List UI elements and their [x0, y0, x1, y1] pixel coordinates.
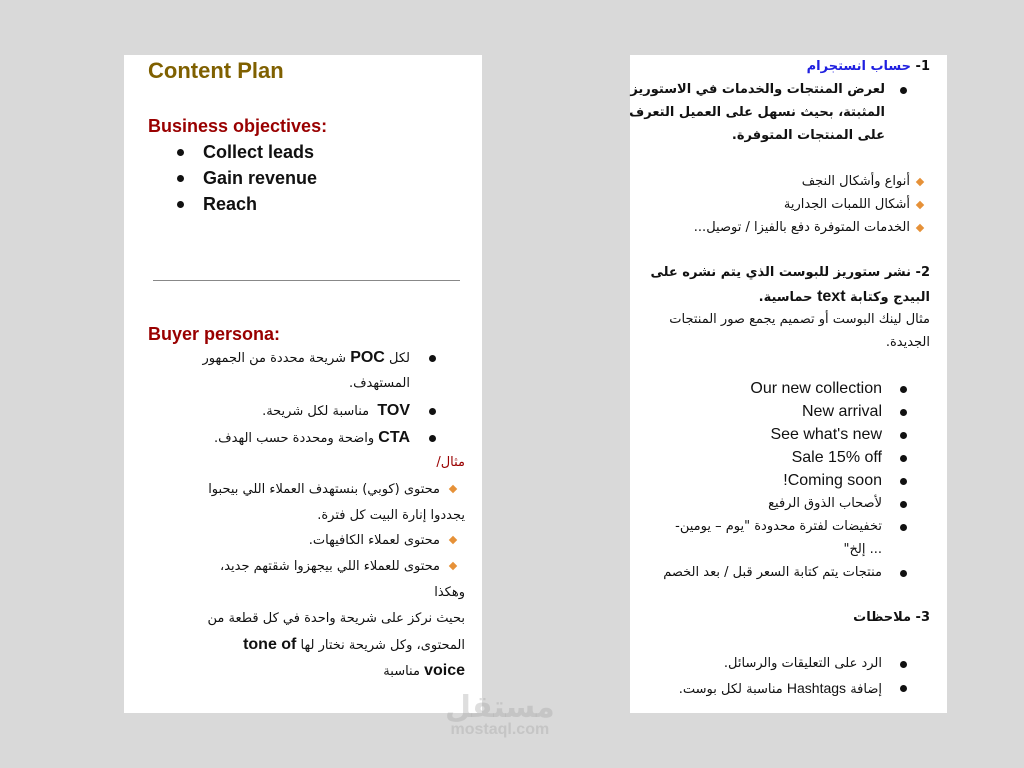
list-item-continuation: المثبتة، بحيث نسهل على العميل التعرف — [629, 105, 885, 120]
bullet-icon — [429, 355, 436, 362]
list-item: Our new collection — [750, 380, 882, 397]
page-title: Content Plan — [148, 58, 284, 83]
bullet-icon — [177, 149, 184, 156]
sub-item: أشكال اللمبات الجدارية — [783, 197, 910, 212]
closing-paragraph-line: voice مناسبة — [383, 662, 465, 679]
sub-item: أنواع وأشكال النجف — [801, 174, 910, 189]
mostaql-watermark — [445, 690, 555, 739]
diamond-bullet-icon — [449, 536, 457, 544]
divider — [153, 280, 460, 281]
diamond-bullet-icon — [449, 485, 457, 493]
example-label: مثال/ — [436, 455, 465, 470]
watermark-domain: mostaql.com — [450, 721, 550, 738]
list-item: Reach — [203, 194, 258, 214]
bullet-icon — [900, 478, 907, 485]
list-item: New arrival — [801, 403, 882, 420]
list-item-continuation: المستهدف. — [348, 376, 410, 391]
section-3-heading: 3- ملاحظات — [853, 610, 930, 625]
example-item: محتوى للعملاء اللي بيجهزوا شقتهم جديد، — [220, 559, 440, 574]
bullet-icon — [900, 432, 907, 439]
example-item: محتوى لعملاء الكافيهات. — [308, 533, 440, 548]
list-item: الرد على التعليقات والرسائل. — [723, 656, 882, 671]
bullet-icon — [900, 409, 907, 416]
list-item-continuation: على المنتجات المتوفرة. — [731, 128, 885, 143]
example-item-continuation: وهكذا — [434, 585, 465, 600]
section-2-heading-continuation: البيدج وكتابة text حماسية. — [758, 288, 930, 305]
list-item: See what's new — [770, 426, 882, 443]
section-2-note: مثال لينك البوست أو تصميم يجمع صور المنتجات — [669, 312, 930, 327]
bullet-icon — [900, 386, 907, 393]
diamond-bullet-icon — [449, 562, 457, 570]
right-document-page — [630, 55, 947, 713]
bullet-icon — [900, 685, 907, 692]
diamond-bullet-icon — [916, 178, 924, 186]
bullet-icon — [177, 201, 184, 208]
list-item-continuation: ... إلخ" — [843, 542, 882, 557]
bullet-icon — [429, 408, 436, 415]
left-document-page — [124, 55, 482, 713]
bullet-icon — [900, 661, 907, 668]
diamond-bullet-icon — [916, 201, 924, 209]
sub-item: الخدمات المتوفرة دفع بالفيزا / توصيل... — [693, 220, 910, 235]
section-2-heading: 2- نشر ستوريز للبوست الذي يتم نشره على — [650, 265, 930, 280]
buyer-persona-heading: Buyer persona: — [148, 324, 281, 344]
list-item: منتجات يتم كتابة السعر قبل / بعد الخصم — [663, 565, 882, 580]
diamond-bullet-icon — [916, 224, 924, 232]
list-item: لكل POC شريحة محددة من الجمهور — [202, 349, 410, 366]
list-item: Sale 15% off — [791, 449, 882, 466]
bullet-icon — [429, 435, 436, 442]
list-item: لأصحاب الذوق الرفيع — [768, 496, 882, 511]
list-item: Gain revenue — [203, 168, 318, 188]
bullet-icon — [900, 501, 907, 508]
list-item: تخفيضات لفترة محدودة "يوم – يومين- — [675, 519, 882, 534]
list-item: Collect leads — [203, 142, 315, 162]
example-item-continuation: يجددوا إنارة البيت كل فترة. — [317, 508, 465, 523]
bullet-icon — [900, 87, 907, 94]
closing-paragraph-line: بحيث نركز على شريحة واحدة في كل قطعة من — [207, 611, 465, 626]
bullet-icon — [900, 455, 907, 462]
list-item: !Coming soon — [783, 472, 882, 489]
list-item: CTA واضحة ومحددة حسب الهدف. — [214, 429, 410, 446]
bullet-icon — [900, 524, 907, 531]
list-item: TOV مناسبة لكل شريحة. — [262, 402, 410, 419]
watermark-arabic: مستقل — [445, 690, 555, 725]
business-objectives-heading: Business objectives: — [148, 116, 328, 136]
section-2-note: الجديدة. — [885, 335, 930, 350]
section-1-heading: 1- حساب انستجرام — [806, 59, 930, 74]
bullet-icon — [177, 175, 184, 182]
example-item: محتوى (كوبي) بنستهدف العملاء اللي بيحبوا — [208, 482, 440, 497]
list-item: لعرض المنتجات والخدمات في الاستوريز — [630, 82, 885, 97]
list-item: إضافة Hashtags مناسبة لكل بوست. — [678, 680, 882, 697]
closing-paragraph-line: المحتوى، وكل شريحة نختار لها tone of — [243, 636, 465, 653]
bullet-icon — [900, 570, 907, 577]
